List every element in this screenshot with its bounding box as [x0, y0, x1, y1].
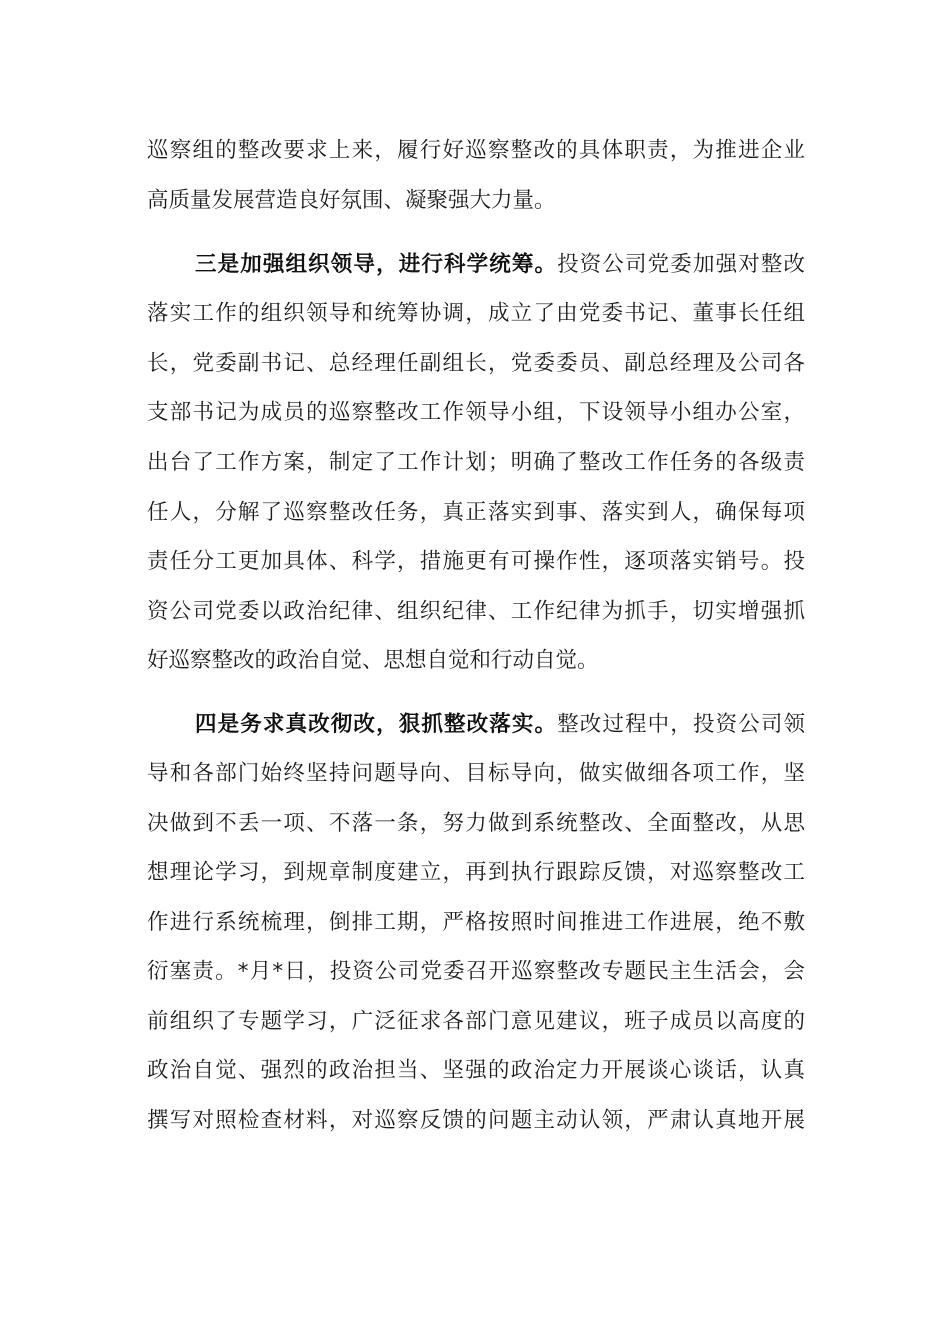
- body-line: 政治自觉、强烈的政治担当、坚强的政治定力开展谈心谈话，认真: [147, 1058, 805, 1083]
- body-line: 前组织了专题学习，广泛征求各部门意见建议，班子成员以高度的: [147, 1009, 805, 1034]
- body-line: 决做到不丢一项、不落一条，努力做到系统整改、全面整改，从思: [147, 811, 805, 836]
- body-line: 任人，分解了巡察整改任务，真正落实到事、落实到人，确保每项: [147, 500, 805, 525]
- body-line: 资公司党委以政治纪律、组织纪律、工作纪律为抓手，切实增强抓: [147, 599, 805, 624]
- paragraph-first-line: [195, 700, 805, 750]
- body-line: 撰写对照检查材料，对巡察反馈的问题主动认领，严肃认真地开展: [147, 1108, 805, 1133]
- body-line: 导和各部门始终坚持问题导向、目标导向，做实做细各项工作，坚: [147, 761, 805, 786]
- body-line: 好巡察整改的政治自觉、思想自觉和行动自觉。: [147, 648, 599, 673]
- paragraph-first-line: [195, 240, 805, 290]
- body-line: 落实工作的组织领导和统筹协调，成立了由党委书记、董事长任组: [147, 301, 805, 326]
- body-line: 巡察组的整改要求上来，履行好巡察整改的具体职责，为推进企业: [147, 138, 805, 163]
- paragraph-lead-heading: 三是加强组织领导，进行科学统筹。: [195, 252, 558, 277]
- paragraph-first-line-text: 整改过程中，投资公司领: [557, 712, 805, 737]
- body-line: 责任分工更加具体、科学，措施更有可操作性，逐项落实销号。投: [147, 549, 805, 574]
- body-line: 支部书记为成员的巡察整改工作领导小组，下设领导小组办公室，: [147, 400, 805, 425]
- body-line: 高质量发展营造良好氛围、凝聚强大力量。: [147, 188, 556, 213]
- body-line: 长，党委副书记、总经理任副组长，党委委员、副总经理及公司各: [147, 351, 805, 376]
- body-line: 想理论学习，到规章制度建立，再到执行跟踪反馈，对巡察整改工: [147, 860, 805, 885]
- paragraph-first-line-text: 投资公司党委加强对整改: [557, 252, 805, 277]
- body-line: 衍塞责。*月*日，投资公司党委召开巡察整改专题民主生活会，会: [147, 959, 805, 984]
- body-line: 作进行系统梳理，倒排工期，严格按照时间推进工作进展，绝不敷: [147, 910, 805, 935]
- paragraph-lead-heading: 四是务求真改彻改，狠抓整改落实。: [195, 712, 558, 737]
- body-line: 出台了工作方案，制定了工作计划；明确了整改工作任务的各级责: [147, 450, 805, 475]
